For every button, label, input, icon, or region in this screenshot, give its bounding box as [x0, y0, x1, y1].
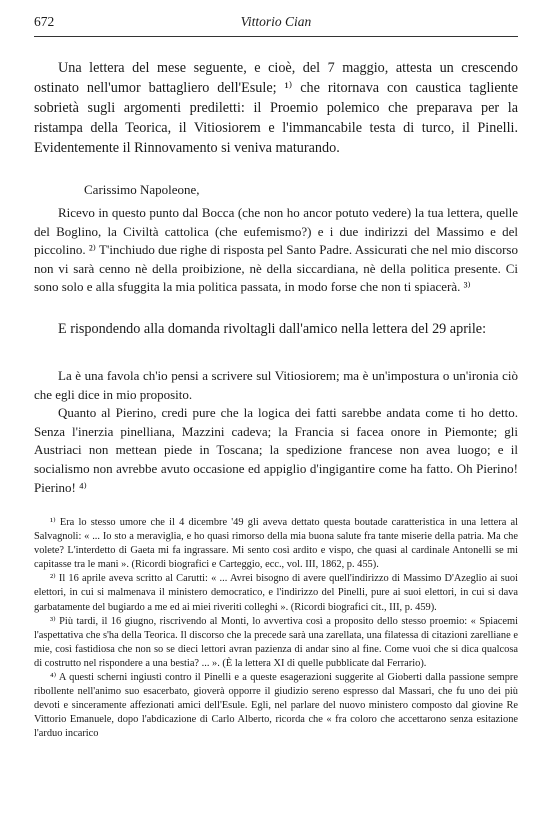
letter-salutation: Carissimo Napoleone,: [84, 182, 200, 197]
header-rule: [34, 36, 518, 37]
body-paragraph-2: [34, 319, 518, 339]
page-number: 672: [34, 14, 55, 29]
body-paragraph-1: [34, 58, 518, 158]
letter-text: Quanto al Pierino, credi pure che la logica dei fatti sarebbe andata come ti ho detto. Senza l'inerzia pinelliana, Mazzini cadeva; la Francia si facea onore in Piemonte; gli Austriaci non mettean piede in Toscana; la spedizione francese non avea luogo; e il socialismo non avrebbe avuto occasione ed appiglio d'ingigantire come ha fatto. Oh Pierino! Pierino! ⁴⁾: [34, 405, 518, 495]
body-text: E rispondendo alla domanda rivoltagli dall'amico nella lettera del 29 aprile:: [58, 321, 487, 337]
footnote-1: ¹⁾ Era lo stesso umore che il 4 dicembre '49 gli aveva dettato questa boutade caratteristica in una lettera al Salvagnoli: « ... Io sto a meraviglia, e ho quasi rimorso della mia buona salute fra tante miserie della patria. Ma che volete? L'interdetto di Gaeta mi fa ingrassare. Mi sento così ardito e vispo, che quasi al cardinale Antonelli se mi capitasse tra le mani ». (Ricordi biografici e Carteggio, ecc., vol. III, 1862, p. 455).: [34, 517, 518, 571]
footnote-4: ⁴⁾ A questi scherni ingiusti contro il Pinelli e a queste esagerazioni suggerite al Gioberti dalla passione sempre ribollente nell'animo suo esacerbato, gioverà opporre il giudizio sereno espresso dal Massari, che fu uno dei più devoti e sinceramente affezionati amici dell'Esule. Egli, nel parlare del nuovo ministero composto dal giovine Re Vittorio Emanuele, dopo l'abdicazione di Carlo Alberto, ricorda che « fra coloro che accettarono senza esitazione l'arduo incarico: [34, 672, 518, 740]
running-title: Vittorio Cian: [240, 14, 312, 29]
footnote-3: ³⁾ Più tardi, il 16 giugno, riscrivendo al Monti, lo avvertiva così a proposito dello stesso proemio: « Spiacemi l'aspettativa che s'ha della Teorica. Il discorso che la precede sarà una zarellata, una filatessa di citazioni zarelliane e mie, così fastidiosa che non so se dieci lettori avran pazienza di andar sino al fine. Come vuoi che si dica qualcosa di costrutto nel rispondere a una bestia? ... ». (È la lettera XI di quelle pubblicate dal Ferrario).: [34, 615, 518, 669]
footnote-2: ²⁾ Il 16 aprile aveva scritto al Carutti: « ... Avrei bisogno di avere quell'indirizzo di Massimo D'Azeglio ai suoi elettori, in cui si malmenava il ministero democratico, e l'indirizzo del Pinelli, pure ai suoi elettori, in cui si dava garbatamente del bugiardo a me ed ai miei riveriti colleghi ». (Ricordi biografici cit., III, p. 459).: [34, 573, 518, 613]
letter-text: Ricevo in questo punto dal Bocca (che non ho ancor potuto vedere) la tua lettera, quelle del Boglino, la Civiltà cattolica (che eufemismo?) e i due indirizzi del Massimo e del piccolino. ²⁾ T'inchiudo due righe di risposta pel Santo Padre. Assicurati che nel mio discorso non vi sarà cenno nè della proibizione, nè della siccardiana, nè della politica presente. Ci sono solo e alla sfuggita la mia politica passata, in modo forse che non ti spiacerà. ³⁾: [34, 205, 518, 295]
letter-quote-2: [34, 367, 518, 497]
body-text: Una lettera del mese seguente, e cioè, del 7 maggio, attesta un crescendo ostinato nell'umor battagliero dell'Esule; ¹⁾ che ritornava con caustica tagliente sobrietà sugli argomenti prediletti: il Proemio polemico che preparava per la ristampa della Teorica, il Vitiosiorem e l'immancabile testa di turco, il Pinelli. Evidentemente il Rinnovamento si veniva maturando.: [34, 60, 518, 156]
footnotes: [34, 516, 518, 742]
letter-text: La è una favola ch'io pensi a scrivere sul Vitiosiorem; ma è un'impostura o un'ironia ciò che egli dice in mio proposito.: [34, 368, 518, 402]
running-header: [34, 14, 518, 32]
letter-quote-1: [34, 204, 518, 297]
